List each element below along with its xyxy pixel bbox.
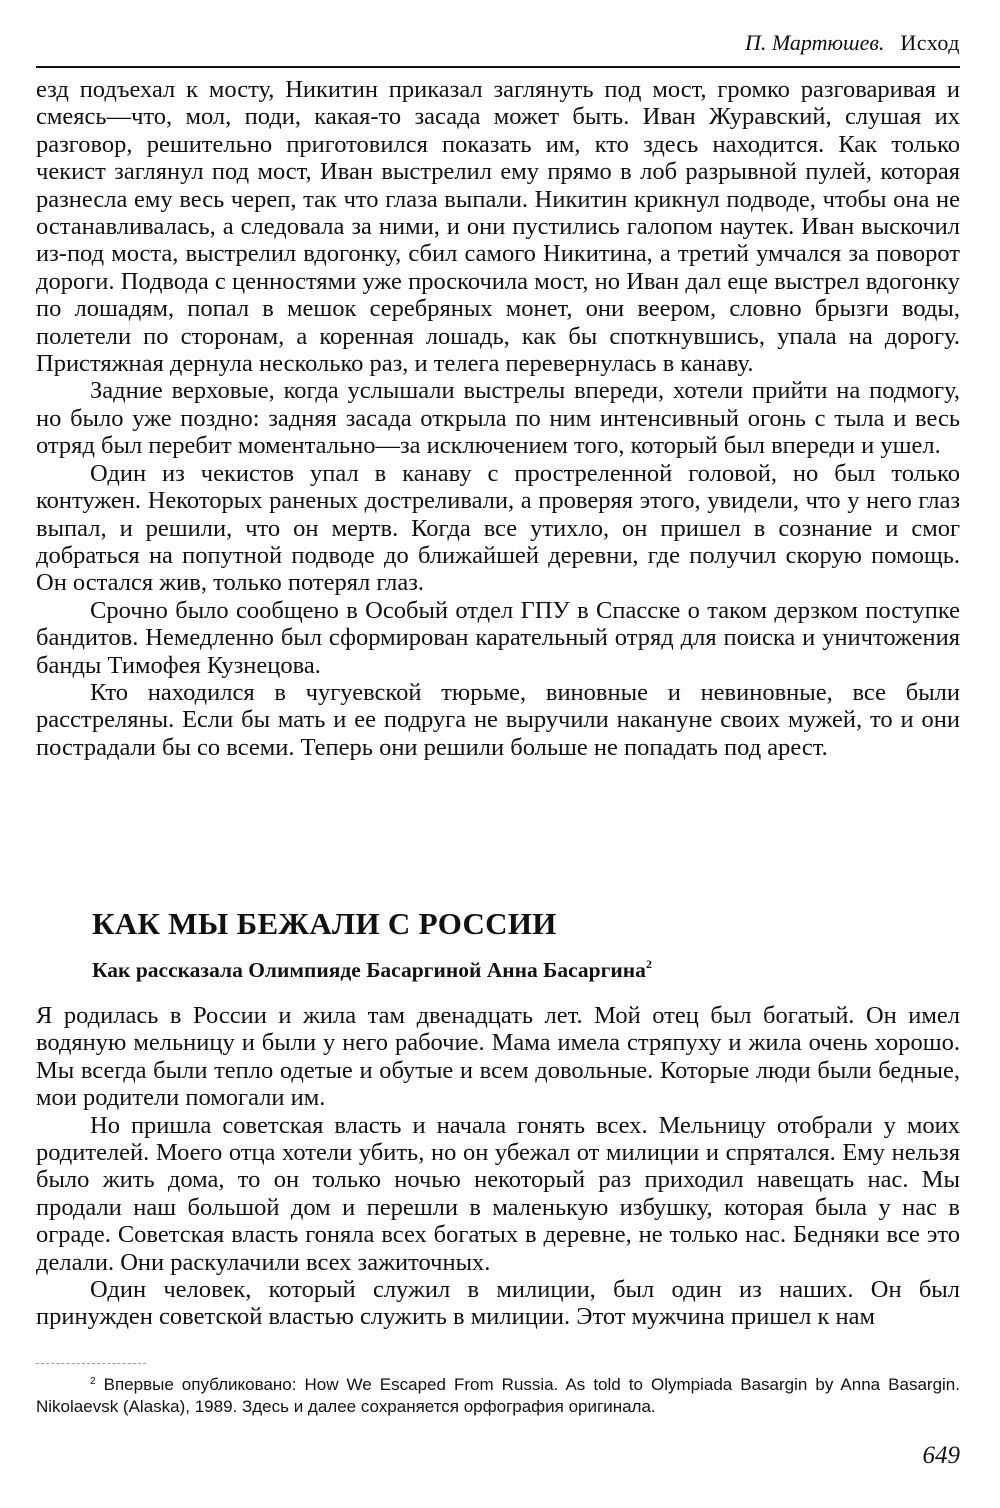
header-rule — [36, 66, 960, 68]
main-text-part1 — [36, 76, 960, 761]
footnote — [36, 1371, 960, 1418]
header-title: Исход — [900, 30, 960, 55]
paragraph: Я родилась в России и жила там двенадцать лет. Мой отец был богатый. Он имел водяную мельницу и были у него рабочие. Мама имела стряпуху и жила очень хорошо. Мы всегда были тепло одетые и обутые и всем довольные. Которые люди были бедные, мои родители помогали им. — [36, 1002, 960, 1112]
paragraph: Задние верховые, когда услышали выстрелы впереди, хотели прийти на подмогу, но было уже поздно: задняя засада открыла по ним интенсивный огонь с тыла и весь отряд был перебит моментально—за исключением того, который был впереди и ушел. — [36, 377, 960, 460]
page-number: 649 — [922, 1442, 960, 1469]
footnote-separator — [36, 1363, 146, 1364]
paragraph: Один из чекистов упал в канаву с простреленной головой, но был только контужен. Некоторых раненых достреливали, а проверяя этого, увидели, что у него глаз выпал, и решили, что он мертв. Когда все утихло, он пришел в сознание и смог добраться на попутной подводе до ближайшей деревни, где получил скорую помощь. Он остался жив, только потерял глаз. — [36, 459, 960, 597]
paragraph: Срочно было сообщено в Особый отдел ГПУ в Спасске о таком дерзком поступке бандитов. Немедленно был сформирован карательный отряд для поиска и уничтожения банды Тимофея Кузнецова. — [36, 596, 960, 679]
paragraph: Кто находился в чугуевской тюрьме, виновные и невиновные, все были расстреляны. Если бы мать и ее подруга не выручили накануне своих мужей, то и они пострадали бы со всеми. Теперь они решили больше не попадать под арест. — [36, 678, 960, 761]
section-heading: КАК МЫ БЕЖАЛИ С РОССИИ — [92, 906, 557, 941]
running-header — [36, 30, 960, 56]
header-author: П. Мартюшев. — [744, 30, 885, 55]
main-text-part2 — [36, 1002, 960, 1331]
footnote-ref[interactable]: 2 — [645, 957, 652, 971]
subheading-text: Как рассказала Олимпияде Басаргиной Анна Басаргина — [92, 958, 646, 982]
paragraph: Один человек, который служил в милиции, был один из наших. Он был принужден советской властью служить в милиции. Этот мужчина пришел к нам — [36, 1276, 960, 1331]
footnote-body: Впервые опубликовано: How We Escaped From Russia. As told to Olympiada Basargin by Anna Basargin. Nikolaevsk (Alaska), 1989. Здесь и далее сохраняется орфография оригинала. — [36, 1375, 960, 1416]
paragraph: Но пришла советская власть и начала гонять всех. Мельницу отобрали у моих родителей. Моего отца хотели убить, но он убежал от милиции и спрятался. Ему нельзя было жить дома, то он только ночью некоторый раз приходил навещать нас. Мы продали наш большой дом и перешли в маленькую избушку, которая была у нас в ограде. Советская власть гоняла всех богатых в деревне, не только нас. Бедняки все это делали. Они раскулачили всех зажиточных. — [36, 1111, 960, 1276]
footnote-text — [36, 1371, 960, 1418]
paragraph: езд подъехал к мосту, Никитин приказал заглянуть под мост, громко разговаривая и смеясь—что, мол, поди, какая-то засада может быть. Иван Журавский, слушая их разговор, решительно приготовился показать им, кто здесь находится. Как только чекист заглянул под мост, Иван выстрелил ему прямо в лоб разрывной пулей, которая разнесла ему весь череп, так что глаза выпали. Никитин крикнул подводе, чтобы она не останавливалась, а следовала за ними, и они пустились галопом наутек. Иван выскочил из-под моста, выстрелил вдогонку, сбил самого Никитина, а третий умчался за поворот дороги. Подвода с ценностями уже проскочила мост, но Иван дал еще выстрел вдогонку по лошадям, попал в мешок серебряных монет, они веером, словно брызги воды, полетели по сторонам, а коренная лошадь, как бы споткнувшись, упала на дорогу. Пристяжная дернула несколько раз, и телега перевернулась в канаву. — [36, 76, 960, 378]
footnote-marker: 2 — [90, 1376, 96, 1387]
section-subheading — [92, 957, 652, 983]
